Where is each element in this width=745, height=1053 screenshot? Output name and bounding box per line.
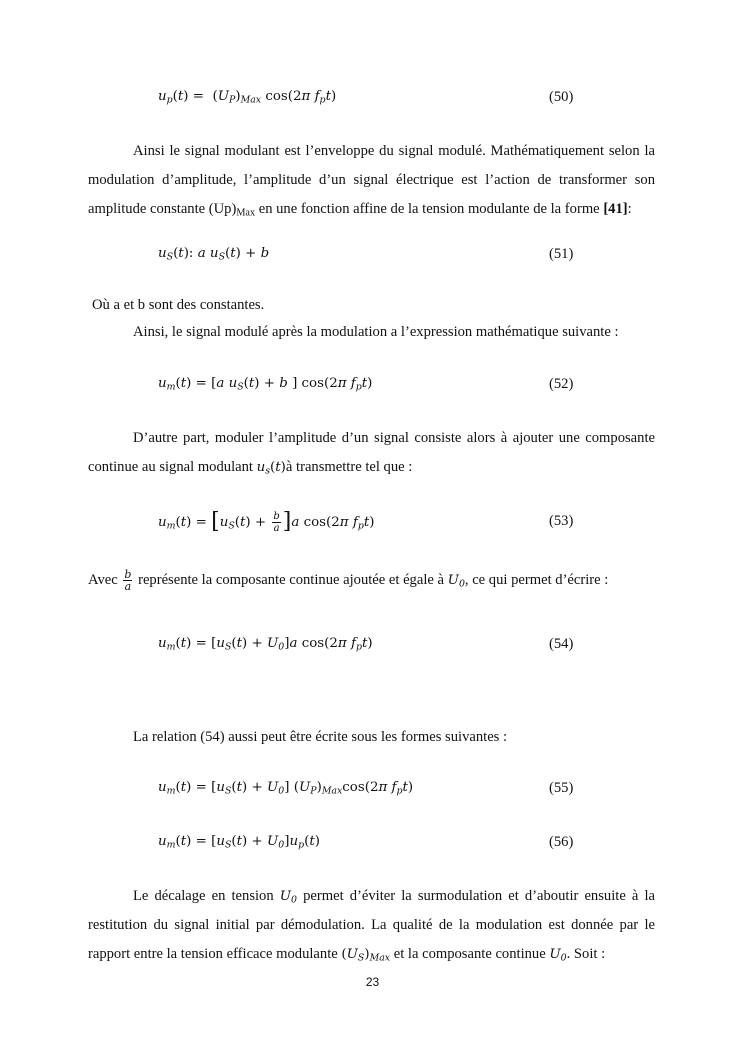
constants-line: Où a et b sont des constantes.: [92, 297, 265, 313]
relation-54-line: La relation (54) aussi peut être écrite sous les formes suivantes :: [133, 729, 508, 745]
equation-number-53: (53): [549, 513, 574, 529]
modulated-signal-intro: Ainsi, le signal modulé après la modulation a l’expression mathématique suivante :: [133, 324, 619, 340]
equation-56: $u_m(t) = [u_S(t) + U_0]u_p(t)$: [158, 834, 320, 851]
paragraph-1-subscript: Max: [236, 207, 256, 219]
equation-number-55: (55): [549, 780, 574, 796]
paragraph-1-end: :: [627, 201, 632, 217]
paragraph-2-text: D’autre part, moduler l’amplitude d’un signal consiste alors à ajouter une composante continue au signal modulant: [88, 430, 655, 475]
equation-number-56: (56): [549, 834, 574, 850]
math-u0: $U_0$: [447, 572, 465, 590]
math-us-max: $(U_S)_{Max}$: [341, 947, 391, 964]
paragraph-3-c: et la composante continue: [390, 946, 550, 962]
paragraph-1-tail: en une fonction affine de la tension modulante de la forme: [255, 201, 604, 217]
math-u0: $U_0$: [279, 889, 298, 906]
paragraph-3-a: Le décalage en tension: [133, 888, 280, 904]
paragraph-3-b: permet d’éviter la surmodulation et d’aboutir ensuite à la restitution du signal initial par démodulation. La qualité de la modulation est donnée par le rapport entre la tension efficace modulante: [88, 888, 655, 962]
equation-50: $u_p(t) = (U_P)_{Max}$ cos(2π $f_pt$): [158, 89, 337, 106]
paragraph-amplitude-modulation: [88, 137, 655, 224]
paragraph-1-text: Ainsi le signal modulant est l’enveloppe du signal modulé. Mathématiquement selon la modulation d’amplitude, l’amplitude d’un signal électrique est l’action de transformer son amplitude constante (Up): [88, 143, 655, 217]
equation-55: $u_m(t) = [u_S(t) + U_0]$ $(U_P)_{Max}\cos(2\pi$ $f_pt$): [158, 780, 414, 797]
paragraph-2-end: à transmettre tel que :: [285, 459, 413, 475]
paragraph-voltage-offset: [88, 882, 655, 969]
avec-mid: représente la composante continue ajoutée et égale à: [138, 571, 448, 588]
paragraph-3-d: . Soit :: [566, 946, 606, 962]
equation-52: $u_m(t) = [a$ $u_S(t) + b$ ] cos(2π $f_pt$): [158, 376, 373, 393]
equation-number-50: (50): [549, 89, 574, 105]
reference-41: [41]: [603, 201, 628, 217]
equation-number-54: (54): [549, 636, 574, 652]
math-us-t: $u_s(t)$: [256, 460, 286, 477]
avec-line: [88, 569, 608, 592]
equation-51: $u_S(t)$: a $u_S(t) + b$: [158, 246, 270, 263]
equation-number-52: (52): [549, 376, 574, 392]
equation-54: $u_m(t) = [u_S(t) + U_0]a$ cos(2π $f_pt$): [158, 636, 373, 653]
avec-start: Avec: [88, 571, 118, 588]
equation-53: $u_m(t) = [u_S(t)$ + $\frac{b}{a}$ ]a cos(2π $f_pt$): [158, 509, 375, 534]
page-number: 23: [365, 975, 380, 989]
math-u0: $U_0$: [549, 947, 567, 964]
fraction-b-over-a: $\frac{b}{a}$: [124, 568, 132, 593]
equation-number-51: (51): [549, 246, 574, 262]
paragraph-dc-component: [88, 424, 655, 482]
avec-end: , ce qui permet d’écrire :: [464, 571, 609, 588]
